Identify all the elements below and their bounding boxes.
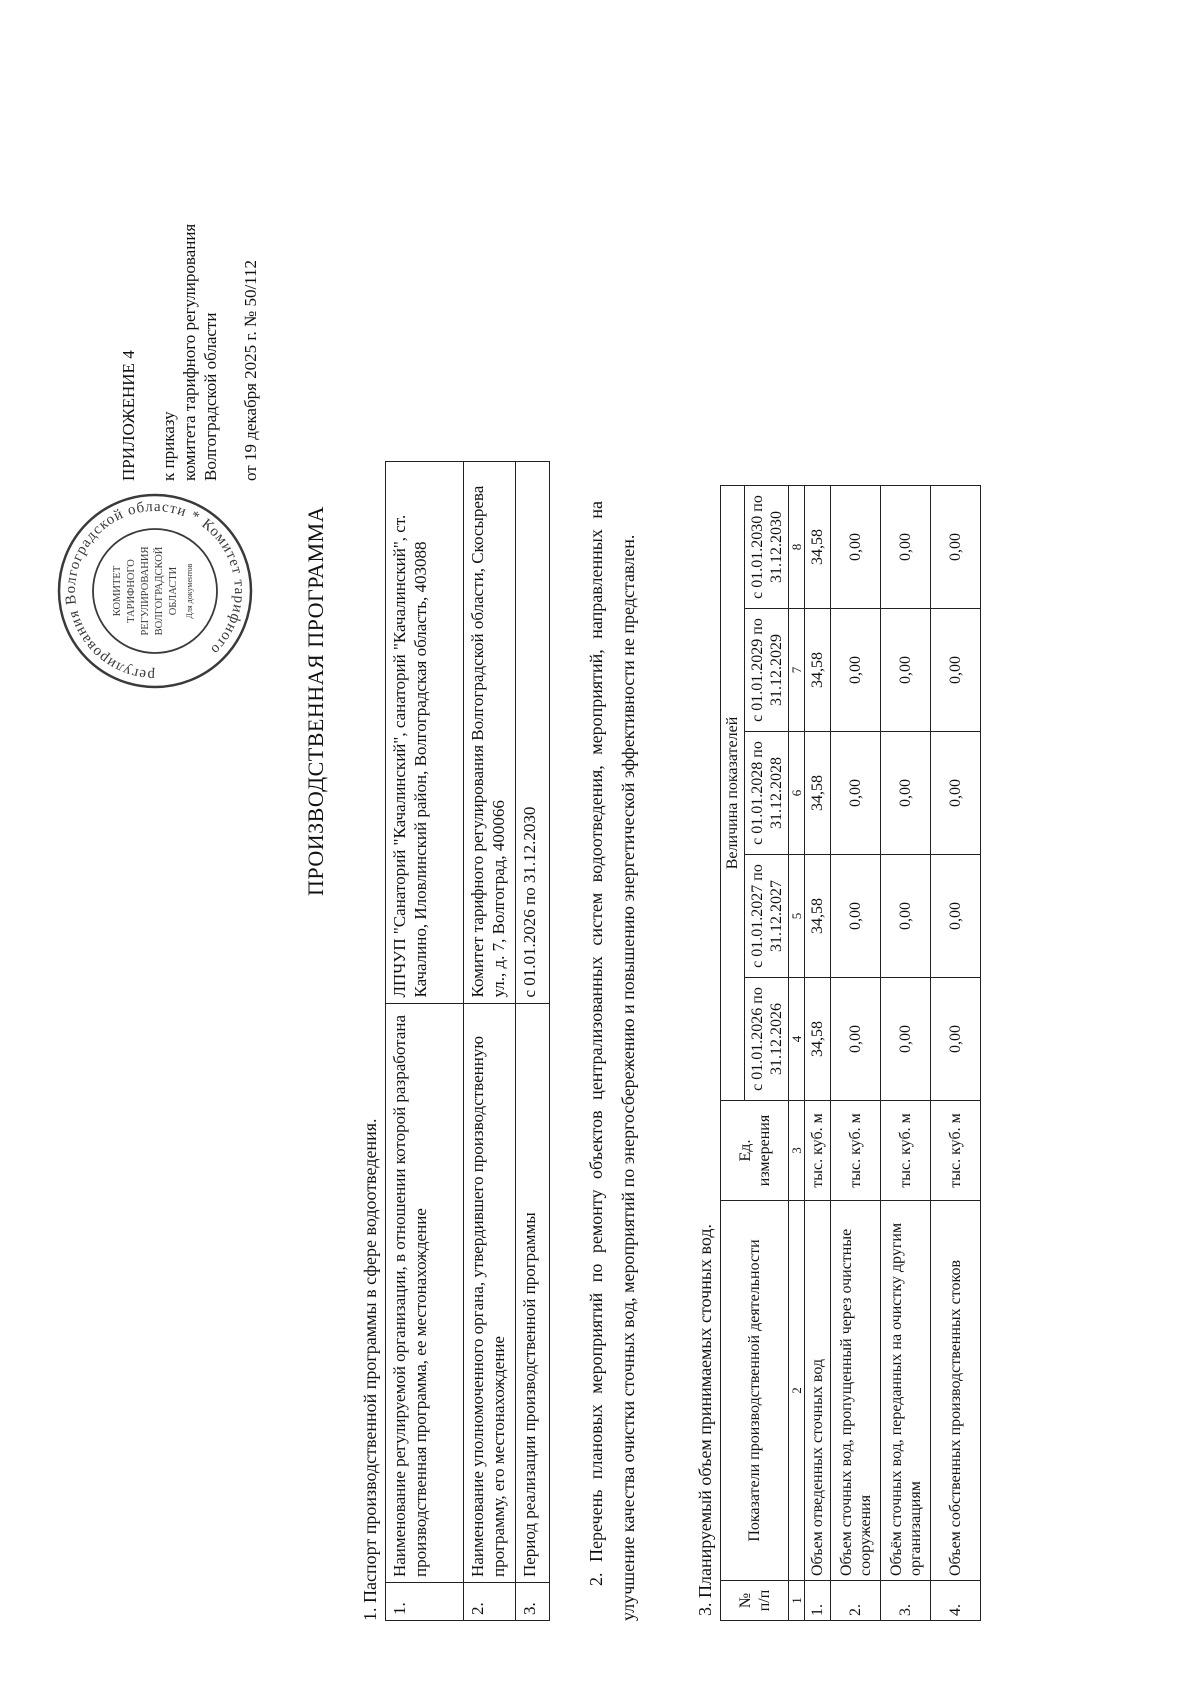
- row-value: 34,58: [805, 978, 831, 1101]
- section2-paragraph: 2. Перечень плановых мероприятий по ремонту объектов централизованных систем водоотведения, мероприятий, направленных на улучшение качества очистки сточных вод, мероприятий по энергосбережению и повышению энергетической эффективности не представлен.: [586, 501, 638, 1621]
- table-row: [516, 462, 550, 1621]
- volume-table: [720, 485, 981, 1621]
- row-value: 0,00: [931, 609, 981, 732]
- row-value: 0,00: [931, 855, 981, 978]
- col-header-number: № п/п: [721, 1581, 789, 1621]
- table-row: [831, 485, 881, 1620]
- row-number: 2.: [464, 1583, 516, 1621]
- row-number: 1.: [805, 1581, 831, 1621]
- index-cell: 8: [789, 485, 805, 608]
- appendix-label: ПРИЛОЖЕНИЕ 4: [119, 350, 138, 481]
- page-title: ПРОИЗВОДСТВЕННАЯ ПРОГРАММА: [303, 505, 328, 897]
- row-label: Наименование уполномоченного органа, утвердившего производственную программу, его местонахождение: [464, 1003, 516, 1582]
- row-label: Наименование регулируемой организации, в отношении которой разработана производственная программа, ее местонахождение: [386, 1003, 464, 1582]
- row-value: 0,00: [831, 732, 881, 855]
- row-value: 0,00: [881, 978, 931, 1101]
- row-unit: тыс. куб. м: [831, 1101, 881, 1201]
- row-value: Комитет тарифного регулирования Волгоградской области, Скосырева ул., д. 7, Волгоград, 400066: [464, 462, 516, 1004]
- row-name: Объём сточных вод, переданных на очистку другим организациям: [881, 1201, 931, 1581]
- row-name: Объем отведенных сточных вод: [805, 1201, 831, 1581]
- table-row: [881, 485, 931, 1620]
- section3-heading: 3. Планируемый объем принимаемых сточных вод.: [695, 1224, 715, 1616]
- table-index-row: [789, 485, 805, 1620]
- row-value: 0,00: [831, 978, 881, 1101]
- col-header-unit: Ед. измерения: [721, 1101, 789, 1201]
- row-value: 34,58: [805, 609, 831, 732]
- row-value: 0,00: [881, 485, 931, 608]
- index-cell: 6: [789, 732, 805, 855]
- row-value: 0,00: [881, 609, 931, 732]
- row-unit: тыс. куб. м: [881, 1101, 931, 1201]
- seal-outer-text: регулирования Волгоградской области * Комитет тарифного: [62, 498, 248, 684]
- row-number: 2.: [831, 1581, 881, 1621]
- col-header-period: с 01.01.2028 по 31.12.2028: [745, 732, 789, 855]
- table-row: [464, 462, 516, 1621]
- index-cell: 2: [789, 1201, 805, 1581]
- row-number: 4.: [931, 1581, 981, 1621]
- col-header-period: с 01.01.2026 по 31.12.2026: [745, 978, 789, 1101]
- table-row: [805, 485, 831, 1620]
- order-reference: к приказу комитета тарифного регулирования Волгоградской области: [159, 223, 220, 481]
- row-value: 0,00: [881, 855, 931, 978]
- col-header-group: Величина показателей: [721, 485, 745, 1100]
- table-row: [386, 462, 464, 1621]
- order-date: от 19 декабря 2025 г. № 50/112: [241, 259, 260, 481]
- col-header-period: с 01.01.2029 по 31.12.2029: [745, 609, 789, 732]
- index-cell: 4: [789, 978, 805, 1101]
- row-value: 0,00: [831, 855, 881, 978]
- seal-inner-text: КОМИТЕТ ТАРИФНОГО РЕГУЛИРОВАНИЯ ВОЛГОГРАДСКОЙ ОБЛАСТИ Для документов: [111, 539, 197, 643]
- row-value: 0,00: [881, 732, 931, 855]
- section1-heading: 1. Паспорт производственной программы в сфере водоотведения.: [360, 1118, 380, 1621]
- row-number: 3.: [516, 1583, 550, 1621]
- row-unit: тыс. куб. м: [931, 1101, 981, 1201]
- row-value: 0,00: [931, 732, 981, 855]
- row-value: ЛПЧУП "Санаторий "Качалинский", санаторий "Качалинский", ст. Качалино, Иловлинский район, Волгоградская область, 403088: [386, 462, 464, 1004]
- table-row: [931, 485, 981, 1620]
- col-header-period: с 01.01.2027 по 31.12.2027: [745, 855, 789, 978]
- table-header-row: [721, 485, 745, 1620]
- row-value: 0,00: [831, 609, 881, 732]
- index-cell: 5: [789, 855, 805, 978]
- index-cell: 7: [789, 609, 805, 732]
- row-name: Объем собственных производственных стоков: [931, 1201, 981, 1581]
- index-cell: 3: [789, 1101, 805, 1201]
- row-value: с 01.01.2026 по 31.12.2030: [516, 462, 550, 1004]
- official-seal: [55, 491, 255, 691]
- row-value: 0,00: [931, 978, 981, 1101]
- row-number: 3.: [881, 1581, 931, 1621]
- passport-table: [385, 461, 550, 1621]
- row-value: 0,00: [831, 485, 881, 608]
- col-header-name: Показатели производственной деятельности: [721, 1201, 789, 1581]
- seal-bottom-text: Для документов: [185, 563, 194, 619]
- row-value: 34,58: [805, 732, 831, 855]
- row-value: 34,58: [805, 855, 831, 978]
- row-number: 1.: [386, 1583, 464, 1621]
- index-cell: 1: [789, 1581, 805, 1621]
- row-name: Объем сточных вод, пропущенный через очистные сооружения: [831, 1201, 881, 1581]
- col-header-period: с 01.01.2030 по 31.12.2030: [745, 485, 789, 608]
- row-label: Период реализации производственной программы: [516, 1003, 550, 1582]
- row-value: 34,58: [805, 485, 831, 608]
- row-unit: тыс. куб. м: [805, 1101, 831, 1201]
- row-value: 0,00: [931, 485, 981, 608]
